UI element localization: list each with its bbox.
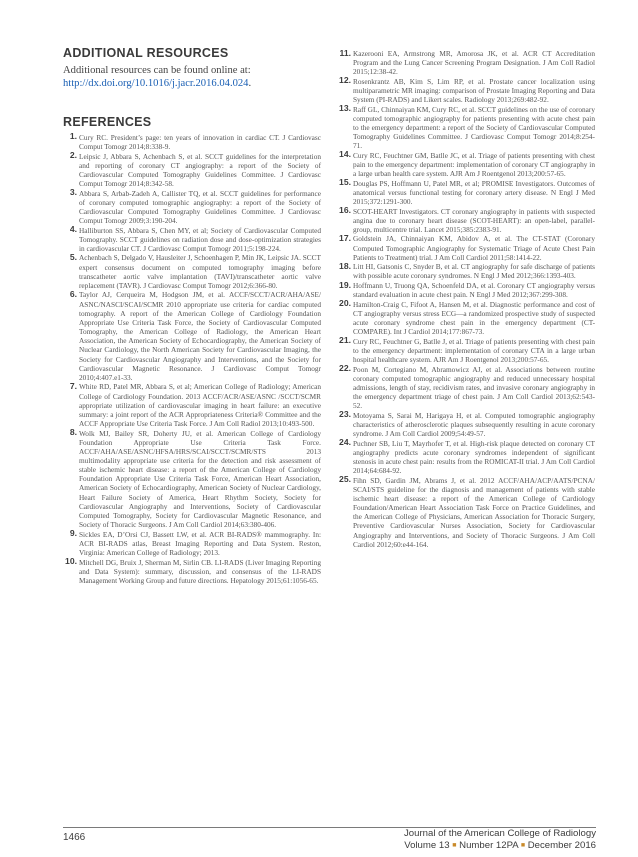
reference-item [63, 429, 321, 530]
reference-text: Rosenkrantz AB, Kim S, Lim RP, et al. Prostate cancer localization using multiparametric MR imaging: comparison of Prostate Imaging Reporting and Data System (PI-RADS) and Likert scales. Radiology 2013;269:482-92. [353, 76, 595, 105]
date-label: December 2016 [527, 839, 596, 851]
number-label: Number 12PA [459, 839, 519, 851]
reference-number: 9. [69, 528, 77, 539]
separator-square-icon: ■ [520, 841, 526, 849]
reference-number: 6. [69, 288, 77, 299]
reference-item [63, 253, 321, 290]
references-list-right [337, 49, 595, 549]
separator-square-icon: ■ [452, 841, 457, 849]
reference-number: 17. [339, 232, 351, 243]
volume-label: Volume 13 [404, 839, 450, 851]
reference-item [337, 337, 595, 364]
reference-number: 22. [339, 363, 351, 374]
reference-text: Puchner SB, Liu T, Mayrhofer T, et al. High-risk plaque detected on coronary CT angiography predicts acute coronary syndromes independent of significant stenosis in acute chest pain: results from the ROMICAT-II trial. J Am Coll Cardiol 2014;64:684-92. [353, 438, 595, 476]
reference-text: Leipsic J, Abbara S, Achenbach S, et al. SCCT guidelines for the interpretation and reporting of coronary CT angiography: a report of the Society of Cardiovascular Computed Tomography Guidelines Committee. J Cardiovasc Comput Tomogr 2014;8:342-58. [79, 151, 321, 188]
reference-item [337, 476, 595, 549]
reference-text: Poon M, Cortegiano M, Abramowicz AJ, et al. Associations between routine coronary computed tomographic angiography and reduced unnecessary hospital admissions, length of stay, recidivism rates, and invasive coronary angiography in the emergency department triage of chest pain. J Am Coll Cardiol 2013;62:543-52. [353, 364, 595, 411]
reference-number: 23. [339, 409, 351, 420]
reference-number: 13. [339, 103, 351, 114]
reference-number: 16. [339, 205, 351, 216]
reference-item [337, 411, 595, 438]
reference-text: Taylor AJ, Cerqueira M, Hodgson JM, et al. ACCF/SCCT/ACR/AHA/ASE/ ASNC/NASCI/SCAI/SCMR 2010 appropriate use criteria for cardiac computed tomography. A report of the American College of Cardiology Foundation Appropriate Use Criteria Task Force, the Society of Cardiovascular Computed Tomography, the American College of Radiology, the American Heart Association, the American Society of Echocardiography, the American Society of Nuclear Cardiology, the North American Society for Cardiovascular Imaging, the Society for Cardiovascular Angiography and Interventions, and the Society for Cardiovascular Magnetic Resonance. J Cardiovasc Comput Tomogr 2010;4:407.e1-33. [79, 290, 321, 382]
reference-item [337, 262, 595, 280]
reference-text: Halliburton SS, Abbara S, Chen MY, et al; Society of Cardiovascular Computed Tomography. SCCT guidelines on radiation dose and dose-optimization strategies in cardiovascular CT. J Cardiovasc Comput Tomogr 2011;5:198-224. [79, 225, 321, 253]
left-column [63, 46, 321, 585]
reference-number: 15. [339, 177, 351, 188]
doi-link[interactable]: http://dx.doi.org/10.1016/j.jacr.2016.04.024 [63, 78, 249, 90]
reference-text: Hoffmann U, Truong QA, Schoenfeld DA, et al. Coronary CT angiography versus standard evaluation in acute chest pain. N Engl J Med 2012;367:299-308. [353, 281, 595, 300]
reference-number: 7. [69, 380, 77, 391]
reference-number: 24. [339, 437, 351, 448]
additional-resources-text [63, 64, 321, 91]
reference-item [337, 234, 595, 261]
reference-text: Douglas PS, Hoffmann U, Patel MR, et al; PROMISE Investigators. Outcomes of anatomical versus functional testing for coronary artery disease. N Engl J Med 2015;372:1291-300. [353, 178, 595, 207]
reference-text: Fihn SD, Gardin JM, Abrams J, et al. 2012 ACCF/AHA/ACP/AATS/PCNA/ SCAI/STS guideline for the diagnosis and management of patients with stable ischemic heart disease: a report of the American College of Cardiology Foundation/American Heart Association Task Force on Practice Guidelines, and the American College of Physicians, American Association for Thoracic Surgery, Preventive Cardiovascular Nurses Association, Society for Cardiovascular Angiography and Interventions, and Society of Thoracic Surgeons. J Am Coll Cardiol 2012;60:e44-164. [353, 475, 595, 549]
reference-text: Motoyama S, Sarai M, Harigaya H, et al. Computed tomographic angiography characteristics of atherosclerotic plaques subsequently resulting in acute coronary syndrome. J Am Coll Cardiol 2009;54:49-57. [353, 410, 595, 439]
reference-item [337, 151, 595, 178]
journal-issue [404, 840, 596, 852]
reference-text: Mitchell DG, Bruix J, Sherman M, Sirlin CB. LI-RADS (Liver Imaging Reporting and Data System): summary, discussion, and consensus of the LI-RADS Management Working Group and future directions. Hepatology 2015;61:1056-65. [79, 557, 321, 585]
reference-item [63, 382, 321, 428]
reference-number: 3. [69, 187, 77, 198]
reference-item [337, 207, 595, 234]
reference-item [337, 281, 595, 299]
reference-text: Kazerooni EA, Armstrong MR, Amorosa JK, et al. ACR CT Accreditation Program and the Lung Cancer Screening Program Designation. J Am Coll Radiol 2015;12:38-42. [353, 49, 595, 77]
reference-item [337, 49, 595, 76]
right-column [337, 46, 595, 549]
reference-item [63, 226, 321, 253]
reference-text: Cury RC, Feuchtner G, Batlle J, et al. Triage of patients presenting with chest pain to the emergency department: implementation of coronary CTA in a large urban hospital healthcare system. AJR Am J Roentgenol 2013;200:57-65. [353, 336, 595, 365]
reference-item [337, 300, 595, 337]
reference-number: 20. [339, 298, 351, 309]
reference-text: White RD, Patel MR, Abbara S, et al; American College of Radiology; American College of Cardiology Foundation. 2013 ACCF/ACR/ASE/ASNC /SCCT/SCMR appropriate utilization of cardiovascular imaging in heart failure: an executive summary: a joint report of the ACR Appropriateness Criteria® Committee and the ACCF Appropriate Use Criteria Task Force. J Am Coll Radiol 2013;10:493-500. [79, 382, 321, 428]
reference-number: 19. [339, 279, 351, 290]
reference-number: 5. [69, 251, 77, 262]
reference-text: Achenbach S, Delgado V, Hausleiter J, Schoenhagen P, Min JK, Leipsic JA. SCCT expert consensus document on computed tomography imaging before transcatheter aortic valve implantation (TAVI)/transcatheter aortic valve replacement (TAVR). J Cardiovasc Comput Tomogr 2012;6:366-80. [79, 253, 321, 290]
reference-number: 4. [69, 224, 77, 235]
reference-item [63, 290, 321, 382]
additional-resources-heading: ADDITIONAL RESOURCES [63, 46, 229, 60]
reference-item [63, 530, 321, 557]
reference-number: 1. [69, 131, 77, 142]
reference-text: Goldstein JA, Chinnaiyan KM, Abidov A, et al. The CT-STAT (Coronary Computed Tomographic Angiography for Systematic Triage of Acute Chest Pain Patients to Treatment) trial. J Am Coll Cardiol 2011;58:1414-22. [353, 234, 595, 262]
reference-text: Wolk MJ, Bailey SR, Doherty JU, et al. American College of Cardiology Foundation Appropriate Use Criteria Task Force. ACCF/AHA/ASE/ASNC/HFSA/HRS/SCAI/SCCT/SCMR/STS 2013 multimodality appropriate use criteria for the detection and risk assessment of stable ischemic heart disease: a report of the American College of Cardiology Foundation Appropriate Use Criteria Task Force, American Heart Association, American Society of Echocardiography, American Society of Nuclear Cardiology, Heart Failure Society of America, Heart Rhythm Society, Society for Cardiovascular Angiography and Interventions, Society of Cardiovascular Computed Tomography, Society for Cardiovascular Magnetic Resonance, and Society of Thoracic Surgeons. J Am Coll Cardiol 2014;63:380-406. [79, 428, 321, 530]
reference-text: Sickles EA, D’Orsi CJ, Bassett LW, et al. ACR BI-RADS® mammography. In: ACR BI-RADS atlas, Breast Imaging Reporting and Data System. Reston, Virginia: American College of Radiology; 2013. [79, 529, 321, 557]
reference-item [63, 152, 321, 189]
reference-item [63, 558, 321, 585]
reference-text: Cury RC, Feuchtner GM, Batlle JC, et al. Triage of patients presenting with chest pain to the emergency department: implementation of coronary CT angiography in a large urban health care system. AJR Am J Roentgenol 2013;200:57-65. [353, 150, 595, 179]
reference-text: Raff GL, Chinnaiyan KM, Cury RC, et al. SCCT guidelines on the use of coronary computed tomographic angiography for patients presenting with acute chest pain to the emergency department: a report of the Society of Cardiovascular Computed Tomography Guidelines Committee. J Cardiovasc Comput Tomogr 2014;8:254-71. [353, 104, 595, 151]
journal-footer [404, 828, 596, 851]
reference-text: SCOT-HEART Investigators. CT coronary angiography in patients with suspected angina due to coronary heart disease (SCOT-HEART): an open-label, parallel-group, multicentre trial. Lancet 2015;385:2383-91. [353, 206, 595, 234]
references-list-left [63, 133, 321, 585]
reference-text: Abbara S, Arbab-Zadeh A, Callister TQ, et al. SCCT guidelines for performance of coronary computed tomographic angiography: a report of the Society of Cardiovascular Computed Tomography Guidelines Committee. J Cardiovasc Comput Tomogr 2009;3:190-204. [79, 188, 321, 225]
reference-text: Cury RC. President’s page: ten years of innovation in cardiac CT. J Cardiovasc Comput Tomogr 2014;8:338-9. [79, 132, 321, 151]
reference-number: 12. [339, 75, 351, 86]
reference-item [337, 365, 595, 411]
reference-number: 2. [69, 150, 77, 161]
reference-number: 8. [69, 427, 77, 438]
reference-item [337, 77, 595, 104]
reference-text: Litt HI, Gatsonis C, Snyder B, et al. CT angiography for safe discharge of patients with possible acute coronary syndromes. N Engl J Med 2012;366:1393-403. [353, 262, 595, 281]
references-heading: REFERENCES [63, 114, 152, 129]
reference-number: 18. [339, 260, 351, 271]
page-number: 1466 [63, 832, 86, 843]
reference-number: 10. [65, 556, 77, 567]
reference-item [337, 179, 595, 206]
reference-number: 25. [339, 474, 351, 485]
reference-item [63, 189, 321, 226]
reference-number: 21. [339, 335, 351, 346]
reference-item [337, 439, 595, 476]
reference-item [63, 133, 321, 151]
reference-text: Hamilton-Craig C, Fifoot A, Hansen M, et al. Diagnostic performance and cost of CT angiography versus stress ECG—a randomized prospective study of suspected acute coronary syndrome chest pain in the emergency department (CT-COMPARE). Int J Cardiol 2014;177:867-73. [353, 299, 595, 337]
reference-number: 14. [339, 149, 351, 160]
additional-resources-intro: Additional resources can be found online at: [63, 65, 251, 76]
journal-title: Journal of the American College of Radiology [404, 828, 596, 839]
additional-resources-period: . [248, 78, 252, 90]
reference-item [337, 105, 595, 151]
reference-number: 11. [339, 47, 351, 58]
